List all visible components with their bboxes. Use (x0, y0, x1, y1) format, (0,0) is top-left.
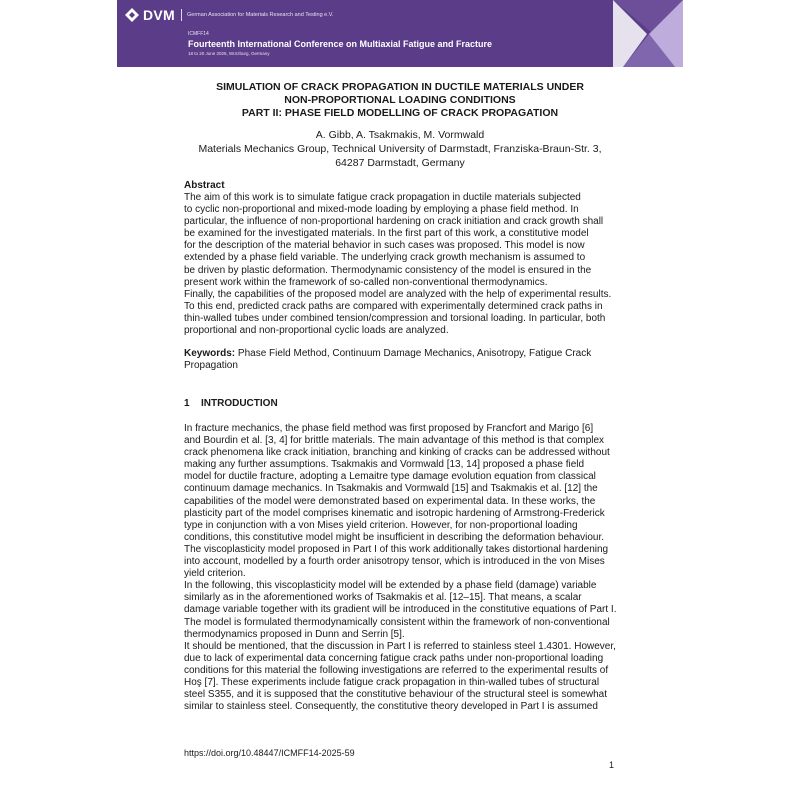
affiliation-line: 64287 Darmstadt, Germany (335, 157, 465, 169)
intro-line: The viscoplasticity model proposed in Part I of this work additionally takes distortional hardening (184, 543, 609, 555)
intro-line: Hoş [7]. These experiments include fatigue crack propagation in thin-walled tubes of structural (184, 676, 600, 688)
intro-line: steel S355, and it is supposed that the constitutive behaviour of the structural steel is somewhat (184, 689, 608, 701)
intro-line: into account, modelled by a fourth order anisotropy tensor, which is introduced in the von Mises (184, 556, 605, 568)
intro-line: due to lack of experimental data concerning fatigue crack paths under non-proportional loading (184, 652, 604, 664)
abstract-line: Finally, the capabilities of the proposed model are analyzed with the help of experimental results. (184, 288, 612, 300)
authors: A. Gibb, A. Tsakmakis, M. Vormwald (315, 129, 485, 141)
conference-date: 18 to 20 June 2025, Würzburg, Germany (188, 51, 270, 56)
title-line: SIMULATION OF CRACK PROPAGATION IN DUCTILE MATERIALS UNDER (216, 81, 584, 93)
introduction-body (184, 423, 616, 713)
author-block (117, 128, 683, 170)
intro-line: crack phenomena like crack initiation, branching and kinking of cracks can be addressed without (184, 447, 610, 459)
intro-line: yield criterion. (184, 568, 246, 580)
intro-line: plasticity part of the model comprises kinematic and isotropic hardening of Armstrong-Frederick (184, 507, 605, 519)
intro-line: similar to stainless steel. Consequently, the constitutive theory developed in Part I is assumed (184, 701, 598, 713)
abstract-line: to cyclic non-proportional and mixed-mode loading by employing a phase field method. In (184, 204, 579, 216)
section-title: INTRODUCTION (201, 398, 278, 409)
abstract-line: be driven by plastic deformation. Thermodynamic consistency of the model is ensured in the (184, 264, 592, 276)
logo-text: DVM (143, 7, 176, 23)
title-line: PART II: PHASE FIELD MODELLING OF CRACK PROPAGATION (241, 107, 559, 119)
decorative-cross-icon (613, 0, 683, 67)
affiliation-line: Materials Mechanics Group, Technical University of Darmstadt, Franziska-Braun-Str. 3, (198, 143, 602, 155)
keywords-list-cont: Propagation (184, 360, 238, 372)
conference-banner (117, 0, 683, 67)
abstract-line: thin-walled tubes under combined tension/compression and torsional loading. In particular, both (184, 312, 606, 324)
intro-line: type in conjunction with a von Mises yield criterion. However, for non-proportional loading (184, 519, 578, 531)
abstract-body (184, 192, 616, 337)
intro-line: making any further assumptions. Tsakmakis and Vormwald [13, 14] proposed a phase field (184, 459, 585, 471)
conference-short-name: ICMFF14 (188, 31, 209, 37)
title-line: NON-PROPORTIONAL LOADING CONDITIONS (284, 94, 516, 106)
intro-line: In the following, this viscoplasticity model will be extended by a phase field (damage) variable (184, 580, 597, 592)
conference-title: Fourteenth International Conference on Multiaxial Fatigue and Fracture (188, 39, 493, 49)
keywords-list: Phase Field Method, Continuum Damage Mechanics, Anisotropy, Fatigue Crack (235, 348, 592, 359)
dvm-logo (125, 7, 333, 23)
doi-link[interactable]: https://doi.org/10.48447/ICMFF14-2025-59 (184, 748, 355, 758)
abstract-line: proportional and non-proportional cyclic loads are analyzed. (184, 325, 449, 337)
abstract-line: The aim of this work is to simulate fatigue crack propagation in ductile materials subjected (184, 192, 581, 203)
intro-line: It should be mentioned, that the discussion in Part I is referred to stainless steel 1.4301. However, (184, 640, 616, 652)
diamond-logo-icon (125, 8, 139, 22)
intro-line: similarly as in the aforementioned works of Tsakmakis et al. [12–15]. That means, a scalar (184, 592, 582, 604)
intro-line: thermodynamics proposed in Dunn and Serrin [5]. (184, 628, 405, 640)
abstract-line: for the description of the material behavior in such cases was proposed. This model is now (184, 240, 585, 252)
intro-line: continuum damage mechanics. In Tsakmakis and Vormwald [15] and Tsakmakis et al. [12] the (184, 483, 598, 495)
abstract-line: particular, the influence of non-proportional hardening on crack initiation and crack growth shall (184, 216, 604, 228)
page-number: 1 (609, 760, 615, 770)
keywords-label: Keywords: (184, 348, 236, 359)
intro-line: and Bourdin et al. [3, 4] for brittle materials. The main advantage of this method is that complex (184, 435, 605, 447)
abstract-line: To this end, predicted crack paths are compared with experimentally determined crack paths in (184, 300, 603, 312)
intro-line: In fracture mechanics, the phase field method was first proposed by Francfort and Marigo [6] (184, 423, 594, 434)
intro-line: conditions for this material the following investigations are referred to the experimental results of (184, 664, 609, 676)
keywords (184, 348, 616, 372)
abstract-line: be examined for the investigated materials. In the first part of this work, a constitutive model (184, 228, 589, 240)
paper-title (117, 81, 683, 120)
intro-line: damage variable together with its gradient will be introduced in the constitutive equations of Part I. (184, 604, 617, 616)
intro-line: conditions, this constitutive model might be insufficient in describing the deformation behaviour. (184, 531, 605, 543)
section-number: 1 (184, 398, 190, 409)
intro-line: model for ductile fracture, adopting a Lemaitre type damage evolution equation from classical (184, 471, 596, 483)
abstract-line: present work within the framework of so-called non-conventional thermodynamics. (184, 276, 548, 288)
org-name: German Association for Materials Research and Testing e.V. (187, 12, 334, 18)
paper-page (117, 0, 683, 800)
logo-divider (181, 9, 182, 21)
abstract-line: extended by a phase field variable. The underlying crack growth mechanism is assumed to (184, 252, 586, 264)
intro-line: The model is formulated thermodynamically consistent within the framework of non-conventional (184, 616, 610, 628)
abstract-heading: Abstract (184, 180, 225, 191)
intro-line: capabilities of the model were demonstrated based on experimental data. In these works, the (184, 495, 596, 507)
section-heading (184, 398, 278, 409)
